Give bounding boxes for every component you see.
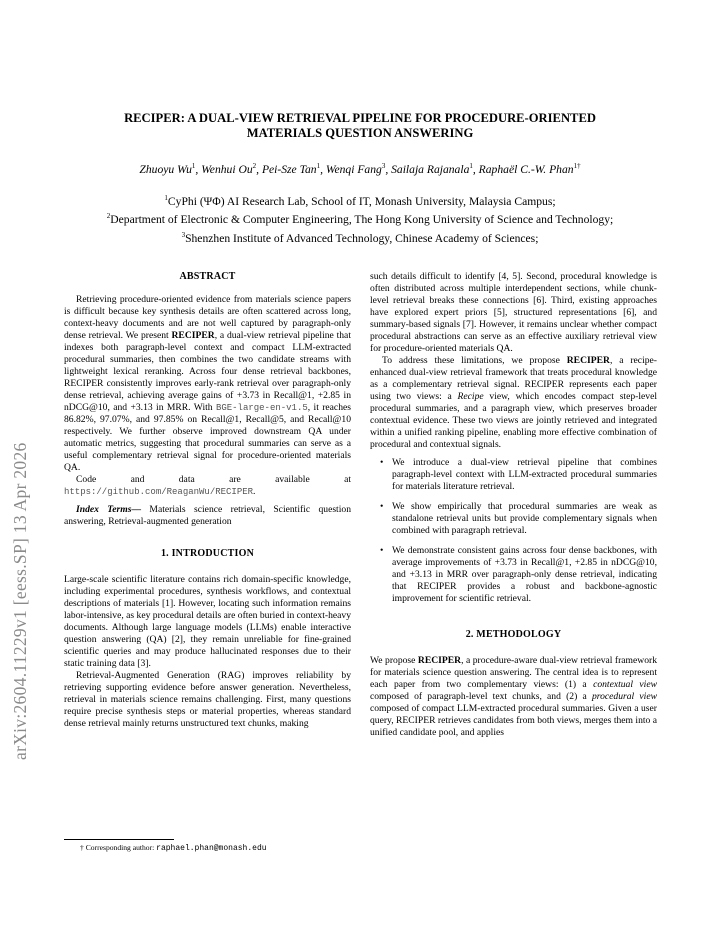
author: Raphaël C.-W. Phan$^{1\dagger}$ — [478, 162, 581, 176]
affiliation: $^1$CyPhi (ΨΦ) AI Research Lab, School of IT, Monash University, Malaysia Campus; — [164, 194, 556, 208]
author-list — [40, 159, 680, 177]
introduction-heading: 1. INTRODUCTION — [160, 548, 254, 559]
paper-title — [60, 111, 660, 141]
affiliation: $^2$Department of Electronic & Computer Engineering, The Hong Kong University of Science and Technology; — [106, 212, 614, 227]
author: Sailaja Rajanala$^1$, — [391, 162, 479, 176]
contribution-list — [370, 457, 657, 605]
index-terms: Index Terms— Materials science retrieval, Scientific question answering, Retrieval-augmented generation — [64, 504, 351, 527]
footnote-rule — [64, 839, 174, 840]
contribution-item: • We demonstrate consistent gains across four dense backbones, with average improvements of +3.73 in Recall@1, +2.85 in nDCG@10, and +3.13 in MRR over paragraph-only dense retrieval, indicating that RECIPER provides a robust and backbone-agnostic improvement for scientific retrieval. — [392, 545, 657, 605]
abstract-body: Retrieving procedure-oriented evidence from materials science papers is difficult because key synthesis details are often scattered across long, context-heavy documents and are not well captured by paragraph-only dense retrieval. We present RECIPER, a dual-view retrieval pipeline that indexes both paragraph-level context and compact LLM-extracted procedural summaries, then combines the two candidate streams with lightweight lexical reranking. Across four dense retrieval backbones, RECIPER consistently improves early-rank retrieval over paragraph-only dense retrieval, achieving average gains of +3.73 in Recall@1, +2.85 in nDCG@10, and +3.13 in MRR. With BGE-large-en-v1.5, it reaches 86.82%, 97.07%, and 97.85% on Recall@1, Recall@5, and Recall@10 respectively. We further observe improved downstream QA under automatic metrics, suggesting that procedural summaries can serve as a useful complementary retrieval signal for procedure-oriented materials QA. — [64, 294, 351, 473]
abstract-heading: ABSTRACT — [179, 271, 236, 282]
author: Pei-Sze Tan$^1$, — [261, 162, 326, 176]
corresponding-email[interactable]: raphael.phan@monash.edu — [156, 844, 267, 853]
intro-paragraph-3: To address these limitations, we propose RECIPER, a recipe-enhanced dual-view retrieval framework that treats procedural knowledge as a complementary retrieval signal. RECIPER represents each paper using two views: a Recipe view, which encodes compact step-level procedural summaries, and a paragraph view, which preserves broader contextual evidence. These two views are jointly retrieved and integrated within a unified ranking pipeline, enabling more effective combination of procedural and contextual signals. — [370, 355, 657, 450]
intro-paragraph-1: Large-scale scientific literature contains rich domain-specific knowledge, including experimental procedures, synthesis workflows, and contextual descriptions of materials [1]. However, locating such information remains labor-intensive, as key procedural details are often buried in context-heavy documents. Although large language models (LLMs) enable interactive question answering (QA) [2], they remain unreliable for fine-grained scientific queries and may produce hallucinated responses due to their static training data [3]. — [64, 574, 351, 669]
contribution-item: • We introduce a dual-view retrieval pipeline that combines paragraph-level context with LLM-extracted procedural summaries for materials literature retrieval. — [392, 457, 657, 493]
methodology-heading: 2. METHODOLOGY — [465, 629, 562, 640]
title-line-1: RECIPER: A DUAL-VIEW RETRIEVAL PIPELINE FOR PROCEDURE-ORIENTED — [124, 111, 596, 125]
contribution-item: • We show empirically that procedural summaries are weak as standalone retrieval units but provide complementary signals when combined with paragraph retrieval. — [392, 501, 657, 537]
author: Wenhui Ou$^2$, — [201, 162, 262, 176]
methodology-paragraph: We propose RECIPER, a procedure-aware dual-view retrieval framework for materials science question answering. The central idea is to represent each paper from two complementary views: (1) a contextual view composed of paragraph-level text chunks, and (2) a procedural view composed of compact LLM-extracted procedural summaries. Given a user query, RECIPER retrieves candidates from both views, merges them into a unified candidate pool, and applies — [370, 655, 657, 738]
code-availability: Code and data are available at https://github.com/ReaganWu/RECIPER. — [64, 474, 351, 497]
author: Zhuoyu Wu$^1$, — [139, 162, 202, 176]
footnote: † Corresponding author: raphael.phan@monash.edu — [80, 843, 267, 853]
author: Wenqi Fang$^3$, — [325, 162, 392, 176]
left-column — [64, 271, 351, 730]
arxiv-identifier: arXiv:2604.11229v1 [eess.SP] 13 Apr 2026 — [10, 442, 30, 760]
right-column — [370, 271, 657, 739]
affiliations — [30, 191, 690, 246]
affiliation: $^3$Shenzhen Institute of Advanced Technology, Chinese Academy of Sciences; — [181, 230, 539, 245]
intro-paragraph-2: Retrieval-Augmented Generation (RAG) improves reliability by retrieving supporting evidence before answer generation. Nevertheless, retrieval in materials science remains challenging. First, many questions require precise synthesis steps or material properties, whereas standard dense retrieval mainly returns unstructured text chunks, making — [64, 670, 351, 729]
title-line-2: MATERIALS QUESTION ANSWERING — [246, 126, 474, 140]
intro-continued: such details difficult to identify [4, 5]. Second, procedural knowledge is often distributed across multiple interdependent sections, while chunk-level retrieval breaks these connections [6]. Third, existing approaches have explored expert priors [5], structured representations [6], and summary-based signals [7]. However, it remains unclear whether compact procedural abstractions can serve as an effective auxiliary retrieval view for procedure-oriented materials QA. — [370, 271, 657, 354]
github-link[interactable]: https://github.com/ReaganWu/RECIPER — [64, 487, 254, 497]
